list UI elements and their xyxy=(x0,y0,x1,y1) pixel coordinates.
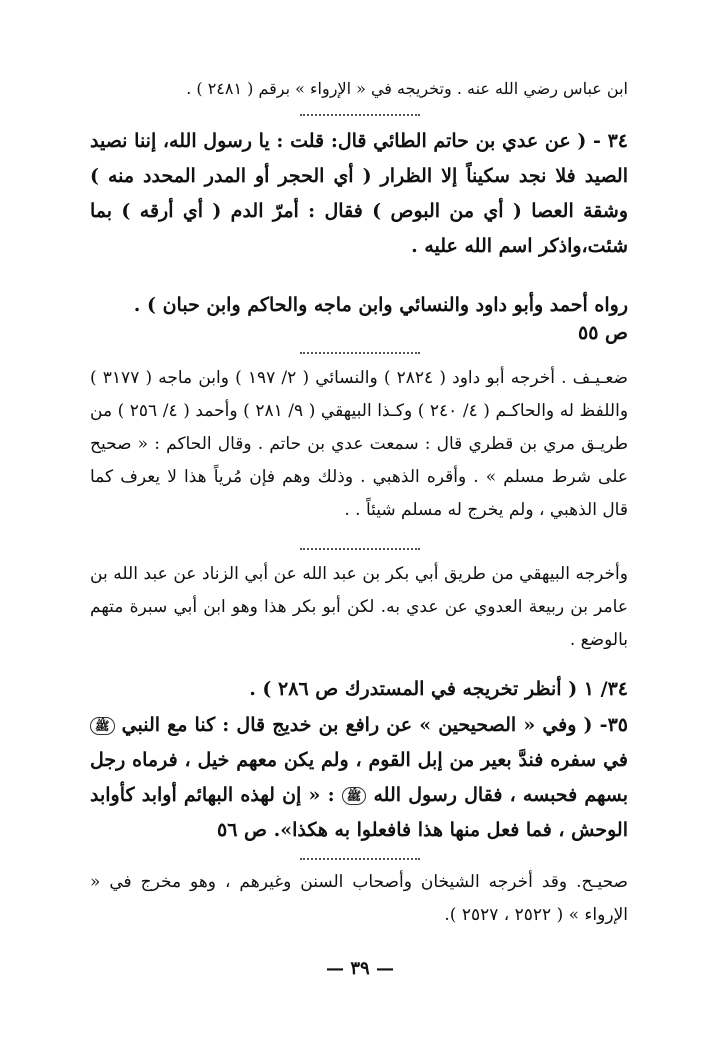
section-divider xyxy=(300,548,420,550)
salawat-seal-icon: ﷺ xyxy=(90,717,115,735)
hadith-34-page-ref: ص ٥٥ xyxy=(577,322,628,344)
reference-34-1: ٣٤/ ١ ( أنظر تخريجه في المستدرك ص ٢٨٦ ) . xyxy=(249,678,628,700)
section-divider xyxy=(300,352,420,354)
page-number: — ٣٩ — xyxy=(326,958,394,979)
section-divider xyxy=(300,858,420,860)
hadith-35-part3: : « إن لهذه البهائم أوابد كأوابد الوحش ، فما فعل منها هذا فافعلوا به هكذا». ص ٥٦ xyxy=(90,784,628,841)
hadith-35-part2: في سفره فندَّ بعير من إبل القوم ، ولم يكن معهم خيل ، فرماه رجل بسهم فحبسه ، فقال رسول الله xyxy=(90,749,628,806)
salawat-seal-icon: ﷺ xyxy=(342,787,367,805)
hadith-34-source: رواه أحمد وأبو داود والنسائي وابن ماجه والحاكم وابن حبان ) . xyxy=(133,294,628,316)
hadith-34-grading: ضعـيـف . أخرجه أبو داود ( ٢٨٢٤ ) والنسائي ( ٢/ ١٩٧ ) وابن ماجه ( ٣١٧٧ ) واللفظ له والحاكـم ( ٤/ ٢٤٠ ) وكـذا البيهقي ( ٩/ ٢٨١ ) وأحمد ( ٤/ ٢٥٦ ) من طريـق مري بن قطري قال : سمعت عدي بن حاتم . وقال الحاكم : « صحيح على شرط مسلم » . وأقره الذهبي . وذلك وهم فإن مُرياً هذا لا يعرف كما قال الذهبي ، ولم يخرج له مسلم شيئاً . . xyxy=(90,368,629,520)
hadith-34-text: ٣٤ - ( عن عدي بن حاتم الطائي قال: قلت : يا رسول الله، إننا نصيد الصيد فلا نجد سكيناً إلا الظرار ( أي الحجر أو المدر المحدد منه ) وشقة العصا ( أي من البوص ) فقال : أمرّ الدم ( أي أرقه ) بما شئت،واذكر اسم الله عليه . xyxy=(90,130,628,257)
hadith-35-grading: صحيـح. وقد أخرجه الشيخان وأصحاب السنن وغيرهم ، وهو مخرج في « الإرواء » ( ٢٥٢٢ ، ٢٥٢٧ ). xyxy=(90,872,628,925)
section-divider xyxy=(300,114,420,116)
hadith-35-part1: ٣٥- ( وفي « الصحيحين » عن رافع بن خديج قال : كنا مع النبي xyxy=(121,714,628,736)
bayhaqi-note: وأخرجه البيهقي من طريق أبي بكر بن عبد الله عن أبي الزناد عن عبد الله بن عامر بن ربيعة العدوي عن عدي به. لكن أبو بكر هذا وهو ابن أبي سبرة متهم بالوضع . xyxy=(90,564,628,650)
intro-line: ابن عباس رضي الله عنه . وتخريجه في « الإرواء » برقم ( ٢٤٨١ ) . xyxy=(186,79,628,98)
hadith-35-text xyxy=(90,708,628,848)
